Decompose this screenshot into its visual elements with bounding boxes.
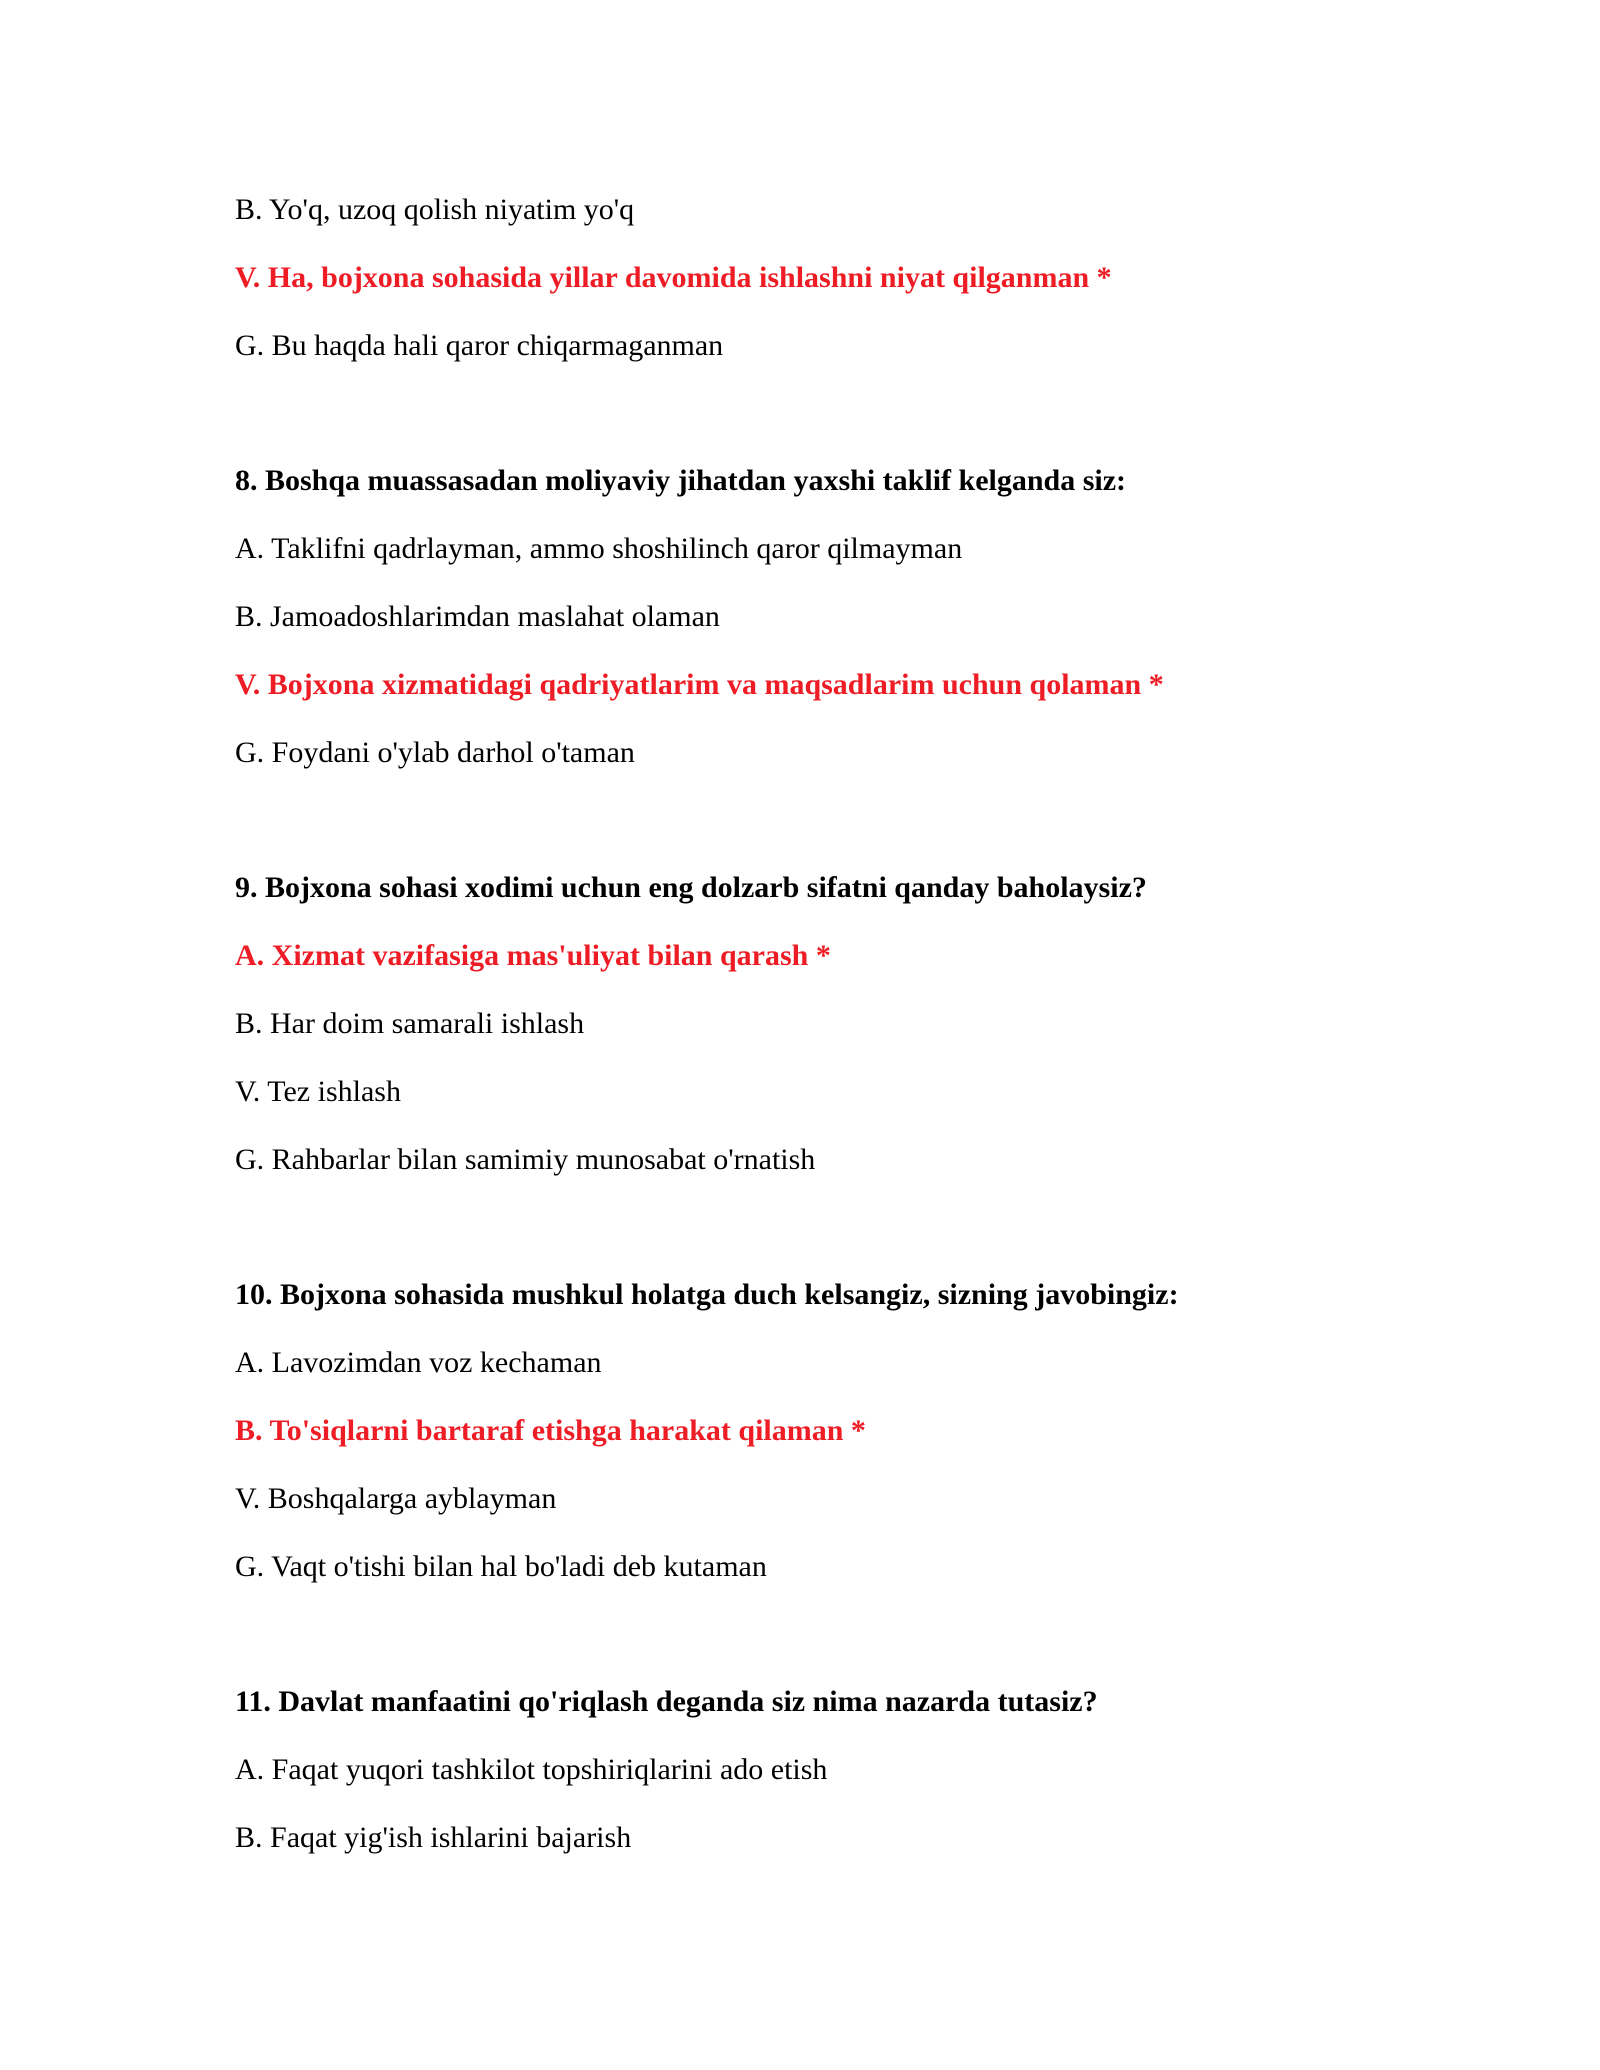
- spacer: [235, 1601, 1415, 1668]
- question-block-8: [235, 447, 1415, 787]
- option-g: G. Foydani o'ylab darhol o'taman: [235, 736, 635, 769]
- option-g: G. Rahbarlar bilan samimiy munosabat o'rnatish: [235, 1143, 816, 1176]
- option-g: G. Bu haqda hali qaror chiqarmaganman: [235, 329, 724, 362]
- spacer: [235, 787, 1415, 854]
- option-b: B. Jamoadoshlarimdan maslahat olaman: [235, 600, 720, 633]
- correct-option-v: V. Ha, bojxona sohasida yillar davomida ishlashni niyat qilganman *: [235, 261, 1112, 294]
- option-a: A. Faqat yuqori tashkilot topshiriqlarini ado etish: [235, 1753, 828, 1786]
- correct-option-v: V. Bojxona xizmatidagi qadriyatlarim va maqsadlarim uchun qolaman *: [235, 668, 1164, 701]
- question-block-11: [235, 1668, 1415, 1872]
- option-a: A. Taklifni qadrlayman, ammo shoshilinch qaror qilmayman: [235, 532, 963, 565]
- quiz-content: [235, 176, 1415, 1872]
- option-v: V. Tez ishlash: [235, 1075, 401, 1108]
- spacer: [235, 380, 1415, 447]
- question-title: 11. Davlat manfaatini qo'riqlash deganda siz nima nazarda tutasiz?: [235, 1685, 1098, 1718]
- correct-option-a: A. Xizmat vazifasiga mas'uliyat bilan qarash *: [235, 939, 831, 972]
- question-title: 8. Boshqa muassasadan moliyaviy jihatdan yaxshi taklif kelganda siz:: [235, 464, 1127, 497]
- question-title: 10. Bojxona sohasida mushkul holatga duch kelsangiz, sizning javobingiz:: [235, 1278, 1179, 1311]
- option-a: A. Lavozimdan voz kechaman: [235, 1346, 602, 1379]
- correct-option-b: B. To'siqlarni bartaraf etishga harakat qilaman *: [235, 1414, 866, 1447]
- option-b: B. Faqat yig'ish ishlarini bajarish: [235, 1821, 632, 1854]
- question-title: 9. Bojxona sohasi xodimi uchun eng dolzarb sifatni qanday baholaysiz?: [235, 871, 1147, 904]
- option-v: V. Boshqalarga ayblayman: [235, 1482, 557, 1515]
- spacer: [235, 1194, 1415, 1261]
- question-block-7: [235, 176, 1415, 380]
- option-b: B. Har doim samarali ishlash: [235, 1007, 585, 1040]
- question-block-10: [235, 1261, 1415, 1601]
- question-block-9: [235, 854, 1415, 1194]
- option-g: G. Vaqt o'tishi bilan hal bo'ladi deb kutaman: [235, 1550, 767, 1583]
- option-b: B. Yo'q, uzoq qolish niyatim yo'q: [235, 193, 635, 226]
